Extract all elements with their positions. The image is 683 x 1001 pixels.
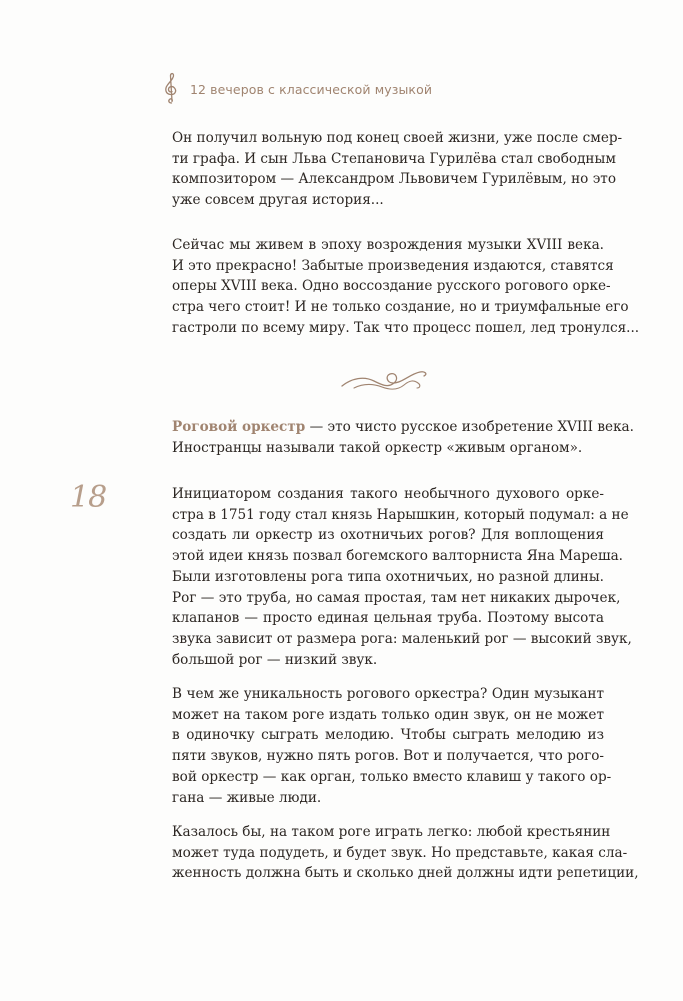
text-line: может на таком роге издать только один звук, он не может	[172, 706, 604, 723]
text-line: клапанов — просто единая цельная труба. Поэтому высота	[172, 610, 604, 627]
text-line: Он получил вольную под конец своей жизни, уже после смер-	[172, 130, 623, 146]
text-line: Рог — это труба, но самая простая, там нет никаких дырочек,	[172, 589, 621, 606]
text-line: Казалось бы, на таком роге играть легко: любой крестьянин	[172, 824, 611, 840]
text-line: композитором — Александром Львовичем Гурилёвым, но это	[172, 171, 617, 188]
highlighted-term: Роговой оркестр	[172, 419, 306, 435]
paragraph-2	[172, 235, 640, 339]
text-line: Инициатором создания такого необычного духового орке-	[172, 486, 604, 502]
text-line: Сейчас мы живем в эпоху возрождения музыки XVIII века.	[172, 237, 604, 253]
text-line: женность должна быть и сколько дней должны идти репетиции,	[172, 865, 639, 882]
text-line: этой идеи князь позвал богемского валторниста Яна Мареша.	[172, 548, 624, 565]
page-number: 18	[70, 480, 107, 515]
text-line: гастроли по всему миру. Так что процесс пошел, лед тронулся...	[172, 319, 640, 336]
text-line	[172, 417, 634, 438]
text-line: ти графа. И сын Льва Степановича Гурилёва стал свободным	[172, 150, 616, 167]
paragraph-6	[172, 822, 639, 884]
paragraph-1	[172, 128, 623, 211]
text-line: Иностранцы называли такой оркестр «живым органом».	[172, 439, 583, 456]
text-line: гана — живые люди.	[172, 789, 322, 806]
text-line: Были изготовлены рога типа охотничьих, но разной длины.	[172, 568, 604, 585]
text-line: пяти звуков, нужно пять рогов. Вот и получается, что рого-	[172, 748, 604, 765]
text-line: может туда подудеть, и будет звук. Но представьте, какая сла-	[172, 844, 628, 861]
text-line: создать ли оркестр из охотничьих рогов? Для воплощения	[172, 527, 604, 544]
flourish-ornament-icon	[340, 364, 430, 394]
text-line: И это прекрасно! Забытые произведения издаются, ставятся	[172, 257, 614, 274]
text-line: стра чего стоит! И не только создание, но и триумфальные его	[172, 299, 629, 316]
text-line: В чем же уникальность рогового оркестра? Один музыкант	[172, 686, 604, 702]
text-line: вой оркестр — как орган, только вместо клавиш у такого ор-	[172, 768, 612, 785]
text-fragment: — это чисто русское изобретение XVIII века.	[305, 419, 634, 435]
text-line: оперы XVIII века. Одно воссоздание русского рогового орке-	[172, 278, 611, 295]
paragraph-5	[172, 684, 612, 808]
text-line: стра в 1751 году стал князь Нарышкин, который подумал: а не	[172, 506, 629, 523]
text-line: большой рог — низкий звук.	[172, 651, 378, 668]
paragraph-3	[172, 417, 634, 458]
treble-clef-icon	[160, 72, 182, 104]
paragraph-4	[172, 484, 632, 670]
book-title: 12 вечеров с классической музыкой	[190, 82, 433, 97]
text-line: уже совсем другая история...	[172, 192, 384, 209]
text-line: в одиночку сыграть мелодию. Чтобы сыграть мелодию из	[172, 727, 604, 744]
text-line: звука зависит от размера рога: маленький рог — высокий звук,	[172, 630, 632, 647]
